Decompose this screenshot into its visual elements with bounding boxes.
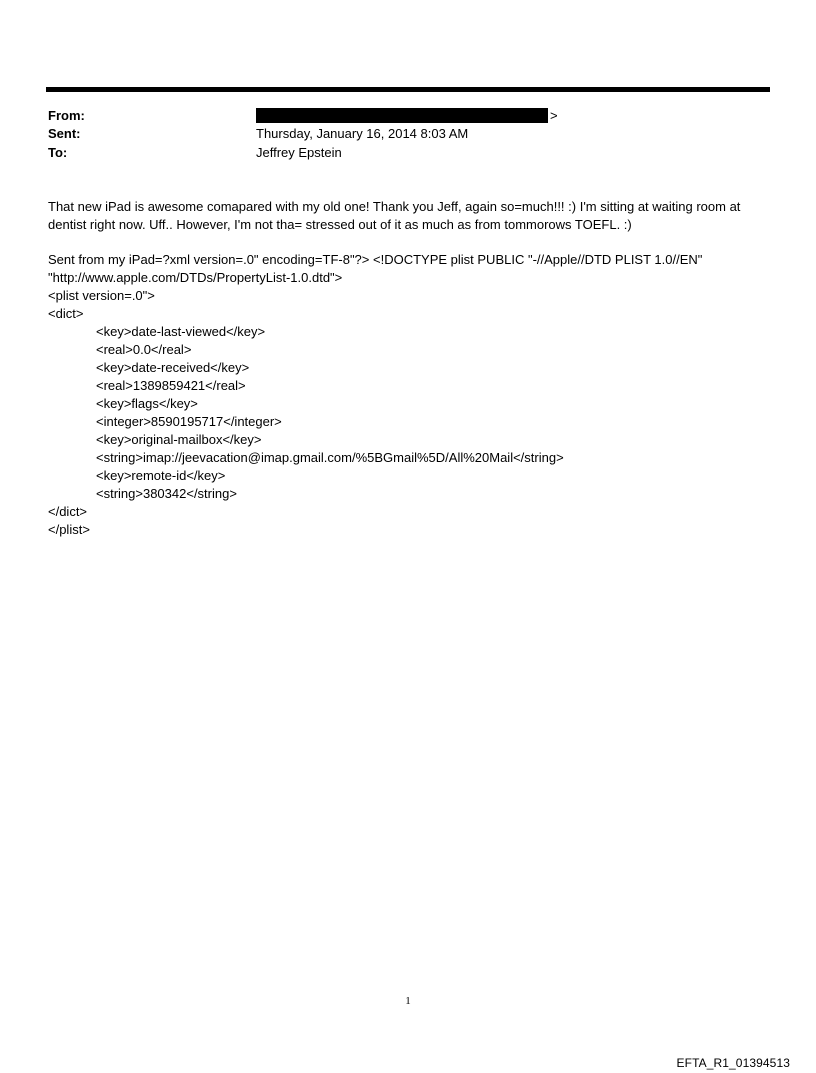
sent-row: [48, 125, 768, 143]
paragraph-line: That new iPad is awesome comapared with my old one! Thank you Jeff, again so=much!!! :) I'm sitting at waiting room at: [48, 199, 741, 214]
to-label: To:: [48, 145, 68, 160]
dict-entry: <key>remote-id</key>: [96, 468, 226, 483]
signature-line: "http://www.apple.com/DTDs/PropertyList-1.0.dtd">: [48, 270, 343, 285]
to-row: [48, 144, 768, 162]
plist-open-line: <plist version=.0">: [48, 288, 155, 303]
dict-entry: <key>date-last-viewed</key>: [96, 324, 266, 339]
message-paragraph: [48, 198, 772, 234]
sent-value: Thursday, January 16, 2014 8:03 AM: [256, 126, 469, 141]
dict-open-line: <dict>: [48, 306, 84, 321]
paragraph-line: dentist right now. Uff.. However, I'm not tha= stressed out of it as much as from tommorows TOEFL. :): [48, 217, 632, 232]
dict-entry: <key>original-mailbox</key>: [96, 432, 262, 447]
dict-entry: <string>380342</string>: [96, 486, 237, 501]
sent-label: Sent:: [48, 126, 81, 141]
dict-entry: <integer>8590195717</integer>: [96, 414, 282, 429]
dict-close-line: </dict>: [48, 504, 88, 519]
from-label: From:: [48, 108, 85, 123]
plist-close-line: </plist>: [48, 522, 90, 537]
to-value: Jeffrey Epstein: [256, 145, 342, 160]
signature-line: Sent from my iPad=?xml version=.0" encoding=TF-8"?> <!DOCTYPE plist PUBLIC "-//Apple//DTD PLIST 1.0//EN": [48, 252, 703, 267]
dict-entry: <string>imap://jeevacation@imap.gmail.com/%5BGmail%5D/All%20Mail</string>: [96, 450, 564, 465]
from-row: [48, 107, 768, 125]
from-value: [256, 107, 558, 125]
page-number: 1: [405, 995, 411, 1007]
dict-entry: <real>0.0</real>: [96, 342, 192, 357]
dict-entry: <key>flags</key>: [96, 396, 198, 411]
dict-entry: <real>1389859421</real>: [96, 378, 246, 393]
header-rule: [46, 87, 770, 92]
redaction-block: [256, 108, 548, 123]
dict-entry: <key>date-received</key>: [96, 360, 250, 375]
document-id: EFTA_R1_01394513: [676, 1056, 790, 1070]
from-suffix: >: [550, 108, 558, 123]
message-signature-block: [48, 251, 772, 539]
